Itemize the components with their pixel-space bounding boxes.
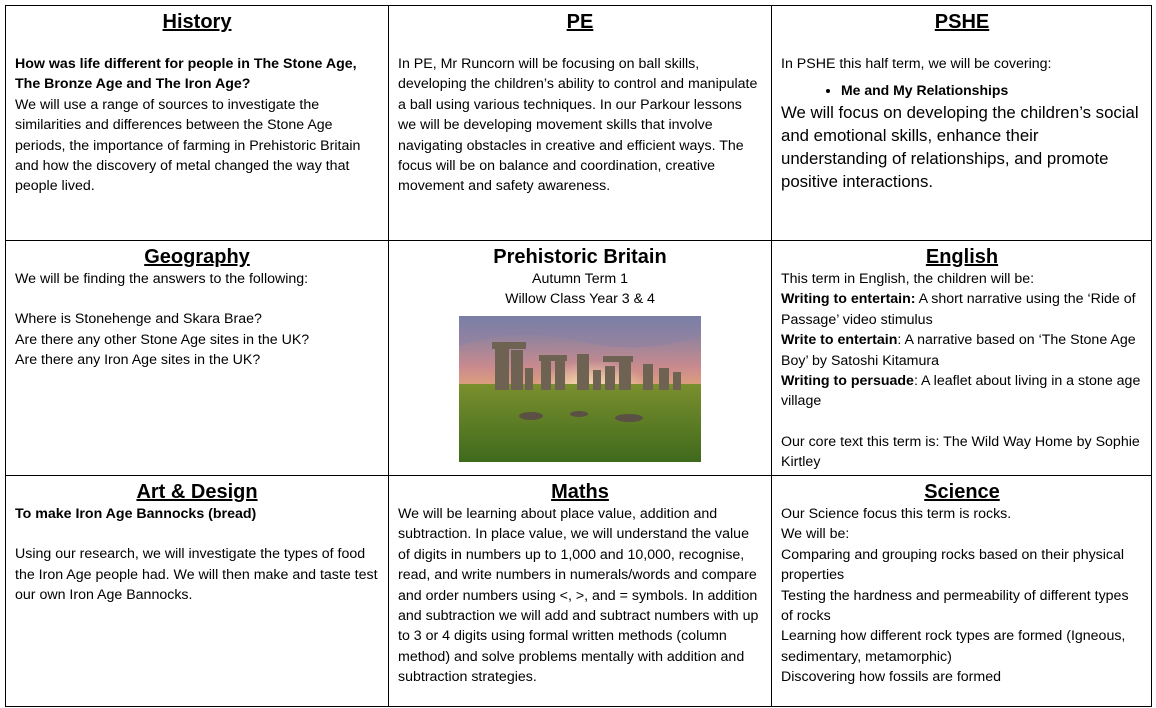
english-item-text: : A narrative based on ‘The Stone Age Boy’ by Satoshi Kitamura — [781, 332, 1136, 369]
geography-question: Where is Stonehenge and Skara Brae? — [15, 311, 262, 328]
science-cell — [772, 476, 1152, 706]
science-focus: Our Science focus this term is rocks. — [781, 506, 1012, 522]
history-cell — [6, 6, 388, 240]
science-item: Discovering how fossils are formed — [781, 669, 1001, 686]
geography-cell — [6, 241, 388, 475]
art-title: Art & Design — [136, 481, 258, 503]
maths-body: We will be learning about place value, addition and subtraction. In place value, we will understand the value of digits in numbers up to 1,000 and 10,000, recognise, read, and write numbers in numerals/words and compare and order numbers using <, >, and = symbols. In addition and subtraction we will add and subtract numbers with up to 3 or 4 digits using formal written methods (column method) and solve problems mentally with addition and subtraction strategies. — [398, 506, 759, 686]
maths-title: Maths — [551, 481, 609, 503]
history-body: We will use a range of sources to investigate the similarities and differences between the Stone Age periods, the importance of farming in Prehistoric Britain and how the discovery of metal changed the way that people lived. — [15, 96, 361, 195]
science-item: Comparing and grouping rocks based on their physical properties — [781, 546, 1125, 584]
english-item-label: Writing to persuade — [781, 373, 914, 390]
english-item — [781, 371, 1143, 412]
english-item — [781, 289, 1143, 330]
history-title: History — [162, 11, 232, 33]
science-item: Testing the hardness and permeability of different types of rocks — [781, 587, 1129, 625]
stonehenge-photo — [459, 316, 701, 462]
science-intro: We will be: — [781, 526, 850, 543]
english-item-label: Write to entertain — [781, 332, 898, 349]
class-label: Willow Class Year 3 & 4 — [505, 291, 655, 308]
maths-cell — [389, 476, 771, 706]
english-intro: This term in English, the children will be: — [781, 271, 1035, 287]
science-item: Learning how different rock types are formed (Igneous, sedimentary, metamorphic) — [781, 628, 1126, 665]
pshe-intro: In PSHE this half term, we will be covering: — [781, 56, 1052, 72]
english-item-text: : A leaflet about living in a stone age village — [781, 373, 1141, 410]
geography-question: Are there any Iron Age sites in the UK? — [15, 352, 261, 369]
pe-body: In PE, Mr Runcorn will be focusing on ball skills, developing the children’s ability to control and manipulate a ball using various techniques. In our Parkour lessons we will be developing movement skills that involve navigating obstacles in creative and efficient ways. The focus will be on balance and coordination, creative movement and safety awareness. — [398, 56, 758, 195]
pe-cell — [389, 6, 771, 240]
science-title: Science — [924, 481, 1000, 503]
pshe-cell — [772, 6, 1152, 240]
pshe-bullets — [781, 80, 1143, 100]
geography-question: Are there any other Stone Age sites in the UK? — [15, 331, 310, 348]
topic-title: Prehistoric Britain — [493, 246, 667, 268]
art-subtitle: To make Iron Age Bannocks (bread) — [15, 506, 257, 522]
pshe-body: We will focus on developing the children’s social and emotional skills, enhance their understanding of relationships, and promote positive interactions. — [781, 102, 1139, 191]
geography-title: Geography — [144, 246, 250, 268]
english-item-label: Writing to entertain: — [781, 291, 916, 308]
english-title: English — [925, 246, 999, 268]
english-cell — [772, 241, 1152, 475]
pe-title: PE — [566, 11, 594, 33]
term-label: Autumn Term 1 — [532, 271, 628, 287]
english-item — [781, 330, 1143, 371]
pshe-title: PSHE — [934, 11, 990, 33]
center-cell — [389, 241, 771, 475]
topic-web-grid — [5, 5, 1152, 707]
art-body: Using our research, we will investigate the types of food the Iron Age people had. We will then make and taste test our own Iron Age Bannocks. — [15, 546, 378, 604]
geography-intro: We will be finding the answers to the following: — [15, 271, 309, 287]
english-core-text: Our core text this term is: The Wild Way Home by Sophie Kirtley — [781, 433, 1140, 471]
english-item-text: A short narrative using the ‘Ride of Passage’ video stimulus — [781, 291, 1136, 328]
pshe-bullet: • Me and My Relationships — [841, 80, 1143, 100]
art-cell — [6, 476, 388, 706]
history-question: How was life different for people in The Stone Age, The Bronze Age and The Iron Age? — [15, 56, 357, 93]
